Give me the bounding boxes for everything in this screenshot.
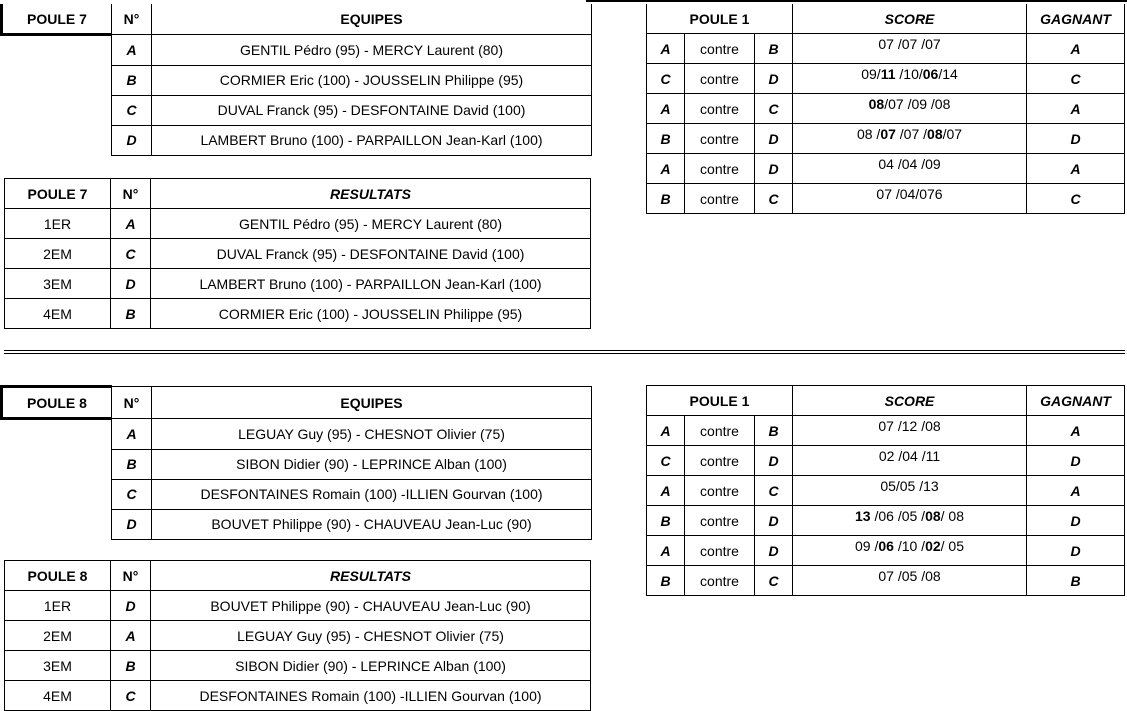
team-letter: C [111, 681, 151, 711]
number-header: N° [111, 561, 151, 591]
poule7-teams-table [0, 4, 592, 156]
rank-cell: 2EM [5, 621, 111, 651]
winner-header: GAGNANT [1027, 4, 1125, 34]
team-name: DESFONTAINES Romain (100) -ILLIEN Gourvan (100) [152, 479, 592, 509]
rank-cell: 1ER [5, 591, 111, 621]
team-b-letter: C [755, 184, 793, 214]
score-value: 13 /06 /05 /08/ 08 [793, 506, 1027, 536]
team-a-letter: C [647, 446, 685, 476]
winner-letter: C [1027, 184, 1125, 214]
top-border-line [586, 0, 1127, 2]
team-letter: C [112, 479, 152, 509]
match-row [647, 34, 1125, 64]
team-b-letter: C [755, 94, 793, 124]
team-b-letter: D [755, 506, 793, 536]
match-row [647, 64, 1125, 94]
score-value: 05/05 /13 [793, 476, 1027, 506]
team-a-letter: C [647, 64, 685, 94]
blank-cell [2, 125, 112, 155]
match-row [647, 94, 1125, 124]
team-name: CORMIER Eric (100) - JOUSSELIN Philippe (95) [151, 299, 591, 329]
team-name: CORMIER Eric (100) - JOUSSELIN Philippe (95) [152, 65, 592, 95]
poule8-header-cell: POULE 8 [2, 387, 112, 419]
team-name: SIBON Didier (90) - LEPRINCE Alban (100) [152, 449, 592, 479]
team-a-letter: A [647, 536, 685, 566]
poule8-matches-table [646, 385, 1125, 596]
team-name: GENTIL Pédro (95) - MERCY Laurent (80) [151, 209, 591, 239]
team-letter: A [112, 419, 152, 450]
versus-label: contre [685, 476, 755, 506]
team-a-letter: B [647, 566, 685, 596]
rank-cell: 1ER [5, 209, 111, 239]
team-a-letter: A [647, 476, 685, 506]
match-row [647, 476, 1125, 506]
versus-label: contre [685, 416, 755, 446]
blank-cell [2, 449, 112, 479]
rank-cell: 4EM [5, 299, 111, 329]
blank-cell [2, 95, 112, 125]
winner-letter: D [1027, 124, 1125, 154]
team-letter: D [111, 269, 151, 299]
score-value: 09 /06 /10 /02/ 05 [793, 536, 1027, 566]
team-letter: B [112, 449, 152, 479]
score-header: SCORE [793, 4, 1027, 34]
match-row [647, 154, 1125, 184]
rank-cell: 3EM [5, 269, 111, 299]
team-b-letter: D [755, 124, 793, 154]
versus-label: contre [685, 446, 755, 476]
team-letter: D [112, 125, 152, 155]
match-row [647, 536, 1125, 566]
match-row [647, 506, 1125, 536]
score-value: 07 /05 /08 [793, 566, 1027, 596]
results-header: RESULTATS [151, 179, 591, 209]
team-name: BOUVET Philippe (90) - CHAUVEAU Jean-Luc (90) [151, 591, 591, 621]
versus-label: contre [685, 34, 755, 64]
winner-letter: A [1027, 476, 1125, 506]
results-poule-header: POULE 8 [5, 561, 111, 591]
team-a-letter: B [647, 506, 685, 536]
team-b-letter: D [755, 64, 793, 94]
team-b-letter: B [755, 416, 793, 446]
score-value: 07 /07 /07 [793, 34, 1027, 64]
score-value: 08 /07 /07 /08/07 [793, 124, 1027, 154]
rank-cell: 2EM [5, 239, 111, 269]
team-name: LEGUAY Guy (95) - CHESNOT Olivier (75) [151, 621, 591, 651]
team-letter: A [111, 209, 151, 239]
winner-letter: A [1027, 94, 1125, 124]
blank-cell [2, 65, 112, 95]
score-value: 07 /04/076 [793, 184, 1027, 214]
match-row [647, 566, 1125, 596]
team-a-letter: B [647, 184, 685, 214]
match-row [647, 184, 1125, 214]
team-a-letter: B [647, 124, 685, 154]
blank-cell [2, 35, 112, 66]
number-header: N° [112, 387, 152, 419]
team-b-letter: C [755, 476, 793, 506]
score-value: 04 /04 /09 [793, 154, 1027, 184]
blank-cell [2, 479, 112, 509]
poule7-left-bar [0, 4, 3, 34]
team-name: DUVAL Franck (95) - DESFONTAINE David (100) [151, 239, 591, 269]
team-name: LAMBERT Bruno (100) - PARPAILLON Jean-Karl (100) [152, 125, 592, 155]
team-b-letter: C [755, 566, 793, 596]
winner-letter: B [1027, 566, 1125, 596]
team-name: GENTIL Pédro (95) - MERCY Laurent (80) [152, 35, 592, 66]
results-header: RESULTATS [151, 561, 591, 591]
score-value: 07 /12 /08 [793, 416, 1027, 446]
team-letter: A [112, 35, 152, 66]
winner-letter: C [1027, 64, 1125, 94]
section-separator [4, 350, 1125, 354]
match-row [647, 416, 1125, 446]
versus-label: contre [685, 566, 755, 596]
team-b-letter: D [755, 154, 793, 184]
score-value: 09/11 /10/06/14 [793, 64, 1027, 94]
score-value: 08/07 /09 /08 [793, 94, 1027, 124]
team-letter: B [111, 651, 151, 681]
winner-letter: A [1027, 34, 1125, 64]
team-name: DESFONTAINES Romain (100) -ILLIEN Gourvan (100) [151, 681, 591, 711]
winner-header: GAGNANT [1027, 386, 1125, 416]
team-letter: D [111, 591, 151, 621]
team-name: SIBON Didier (90) - LEPRINCE Alban (100) [151, 651, 591, 681]
winner-letter: D [1027, 536, 1125, 566]
poule7-header-cell: POULE 7 [2, 4, 112, 35]
match-row [647, 446, 1125, 476]
versus-label: contre [685, 64, 755, 94]
score-value: 02 /04 /11 [793, 446, 1027, 476]
rank-cell: 4EM [5, 681, 111, 711]
teams-header: EQUIPES [152, 387, 592, 419]
team-letter: D [112, 509, 152, 539]
poule8-results-table [4, 560, 591, 711]
team-name: DUVAL Franck (95) - DESFONTAINE David (100) [152, 95, 592, 125]
versus-label: contre [685, 124, 755, 154]
versus-label: contre [685, 184, 755, 214]
team-letter: C [111, 239, 151, 269]
matches-poule-header: POULE 1 [647, 4, 793, 34]
team-a-letter: A [647, 416, 685, 446]
versus-label: contre [685, 536, 755, 566]
team-name: LEGUAY Guy (95) - CHESNOT Olivier (75) [152, 419, 592, 450]
team-a-letter: A [647, 34, 685, 64]
winner-letter: A [1027, 154, 1125, 184]
team-b-letter: D [755, 446, 793, 476]
results-poule-header: POULE 7 [5, 179, 111, 209]
number-header: N° [111, 179, 151, 209]
versus-label: contre [685, 506, 755, 536]
matches-poule-header: POULE 1 [647, 386, 793, 416]
team-letter: B [112, 65, 152, 95]
versus-label: contre [685, 154, 755, 184]
blank-cell [2, 419, 112, 450]
team-a-letter: A [647, 154, 685, 184]
poule8-teams-table [0, 385, 592, 540]
poule7-results-table [4, 178, 591, 329]
match-row [647, 124, 1125, 154]
winner-letter: D [1027, 446, 1125, 476]
blank-cell [2, 509, 112, 539]
team-letter: A [111, 621, 151, 651]
winner-letter: A [1027, 416, 1125, 446]
score-header: SCORE [793, 386, 1027, 416]
team-name: BOUVET Philippe (90) - CHAUVEAU Jean-Luc (90) [152, 509, 592, 539]
teams-header: EQUIPES [152, 4, 592, 35]
winner-letter: D [1027, 506, 1125, 536]
team-a-letter: A [647, 94, 685, 124]
team-b-letter: B [755, 34, 793, 64]
poule7-matches-table [646, 4, 1125, 214]
number-header: N° [112, 4, 152, 35]
team-letter: C [112, 95, 152, 125]
team-b-letter: D [755, 536, 793, 566]
team-letter: B [111, 299, 151, 329]
versus-label: contre [685, 94, 755, 124]
rank-cell: 3EM [5, 651, 111, 681]
team-name: LAMBERT Bruno (100) - PARPAILLON Jean-Karl (100) [151, 269, 591, 299]
